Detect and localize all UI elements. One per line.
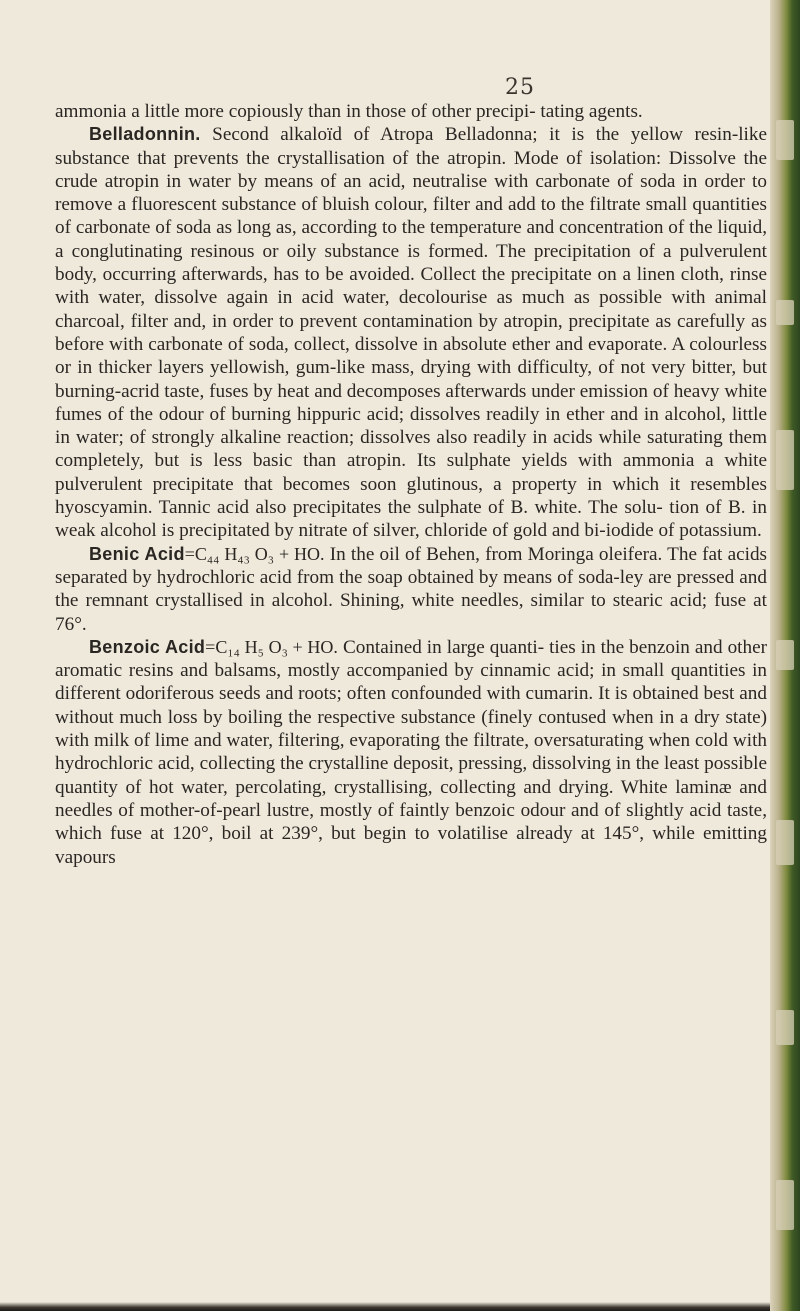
page-text — [55, 100, 767, 869]
paragraph-text: In the oil of Behen, from Moringa oleifera. The fat acids separated by hydrochloric acid from the soap obtained by means of soda-ley are pressed and the remnant crystallised in alcohol. Shining, white needles, similar to stearic acid; fuse at 76°. — [55, 543, 768, 635]
page-number: 25 — [505, 75, 535, 100]
entry-formula: =C₁₄ H₅ O₃ + HO. — [205, 636, 338, 657]
book-spine-edge — [770, 0, 800, 1311]
entry-benic-acid — [55, 543, 767, 636]
entry-formula: =C₄₄ H₄₃ O₃ + HO. — [184, 543, 325, 564]
entry-heading: Benic Acid — [89, 543, 185, 564]
paragraph-continuation — [55, 100, 767, 123]
page-bottom-edge — [0, 1302, 770, 1311]
entry-belladonnin — [55, 123, 767, 542]
paragraph-text: Contained in large quanti- ties in the benzoin and other aromatic resins and balsams, mostly accompanied by cinnamic acid; in small quantities in different odoriferous seeds and roots; often confounded with cumarin. It is obtained best and without much loss by boiling the respective substance (finely contused when in a dry state) with milk of lime and water, filtering, evaporating the filtrate, oversaturating when cold with hydrochloric acid, collecting the crystalline deposit, pressing, dissolving in the least possible quantity of hot water, percolating, crystallising, collecting and drying. White laminæ and needles of mother-of-pearl lustre, mostly of faintly benzoic odour and of slightly acid taste, which fuse at 120°, boil at 239°, but begin to volatilise already at 145°, while emitting vapours — [55, 636, 768, 868]
paragraph-text: Second alkaloïd of Atropa Belladonna; it is the yellow resin-like substance that prevents the crystallisation of the atropin. Mode of isolation: Dissolve the crude atropin in water by means of an acid, neutralise with carbonate of soda in order to remove a fluorescent substance of bluish colour, filter and add to the filtrate small quantities of carbonate of soda as long as, according to the temperature and concentration of the liquid, a conglutinating resinous or oily substance is formed. The precipitation of a pulverulent body, occurring afterwards, has to be avoided. Collect the precipitate on a linen cloth, rinse with water, dissolve again in acid water, decolourise as much as possible with animal charcoal, filter and, in order to prevent contamination by atropin, precipitate as carefully as before with carbonate of soda, collect, dissolve in absolute ether and evaporate. A colourless or in thicker layers yellowish, gum-like mass, drying with difficulty, of not very bitter, but burning-acrid taste, fuses by heat and decomposes afterwards under emission of heavy white fumes of the odour of burning hippuric acid; dissolves readily in ether and in alcohol, little in water; of strongly alkaline reaction; dissolves also readily in acids while saturating them completely, but is less basic than atropin. Its sulphate yields with ammonia a white pulverulent precipitate that becomes soon glutinous, a property in which it resembles hyoscyamin. Tannic acid also precipitates the sulphate of B. white. The solu- tion of B. in weak alcohol is precipitated by nitrate of silver, chloride of gold and bi-iodide of potassium. — [55, 124, 767, 542]
entry-heading: Benzoic Acid — [89, 636, 206, 657]
entry-benzoic-acid — [55, 636, 767, 869]
paragraph-text: ammonia a little more copiously than in those of other precipi- tating agents. — [55, 101, 643, 122]
entry-heading: Belladonnin. — [89, 124, 201, 145]
